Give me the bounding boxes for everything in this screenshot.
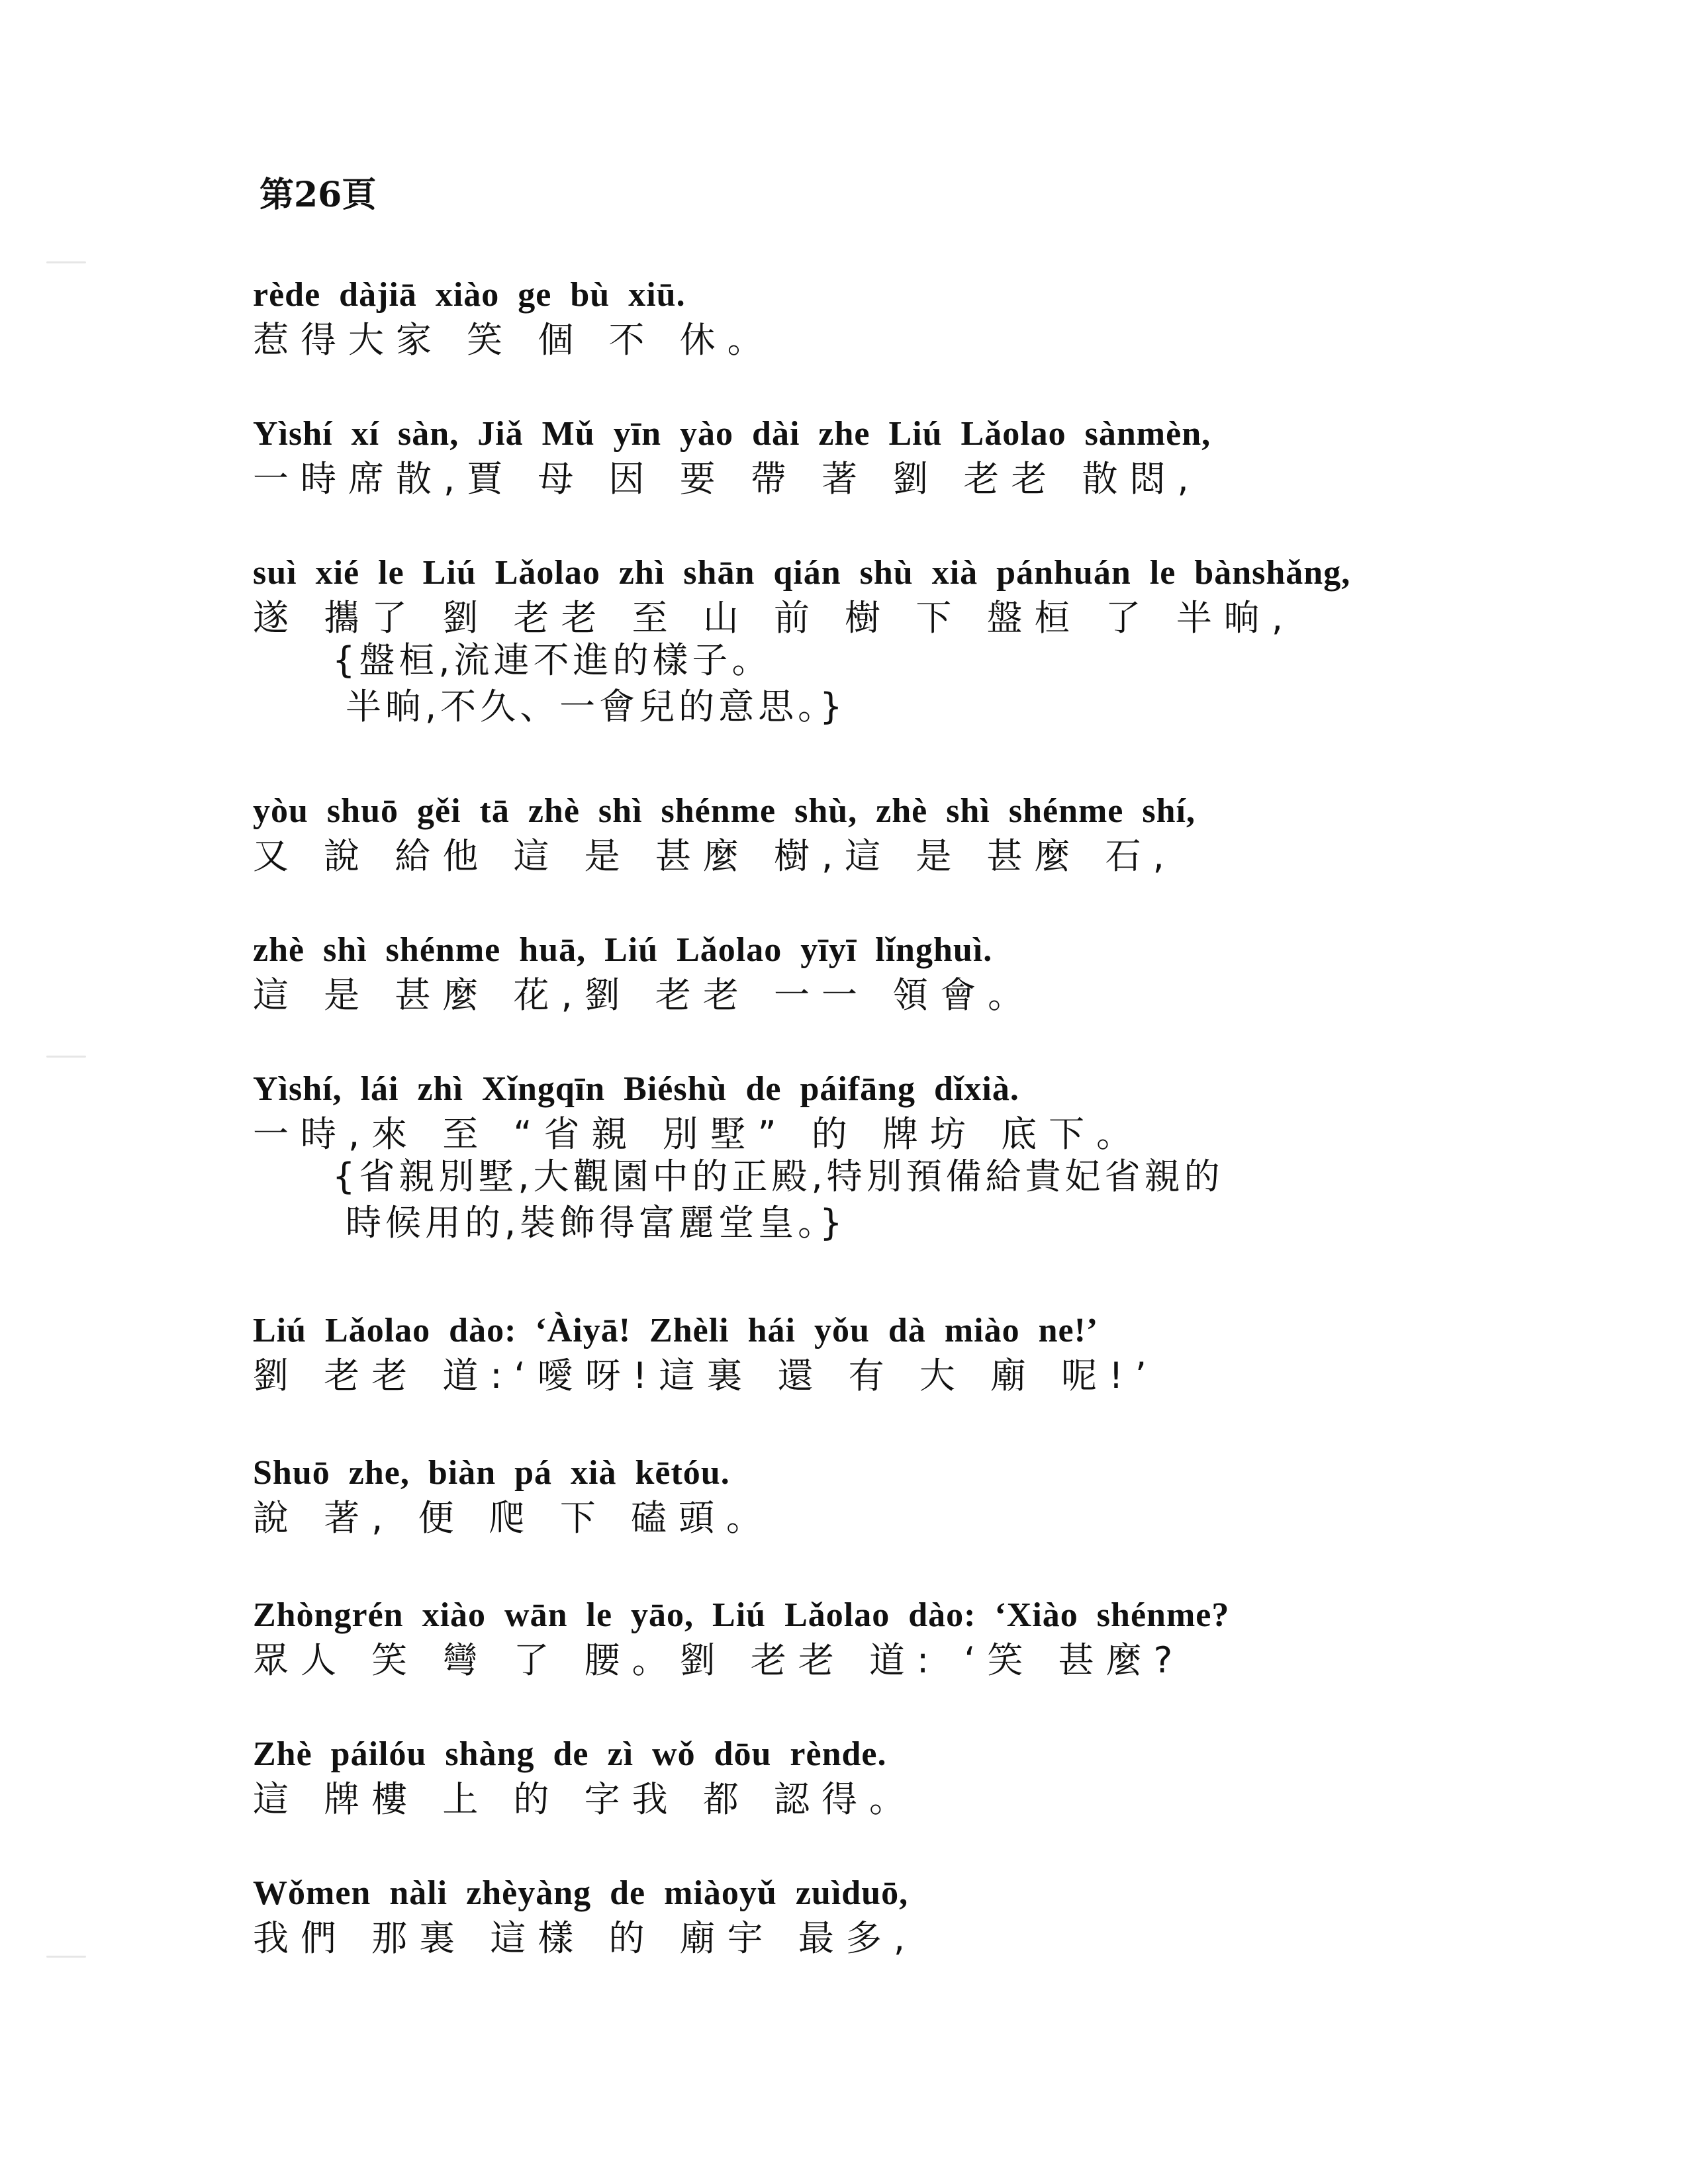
pinyin-line: yòu shuō gěi tā zhè shì shénme shù, zhè shì shénme shí, — [253, 792, 1196, 830]
annotation-note: {盤桓,流連不進的樣子。 — [332, 639, 772, 681]
pinyin-line: zhè shì shénme huā, Liú Lǎolao yīyī lǐnghuì. — [253, 931, 993, 969]
hanzi-line: 我們 那裏 這樣 的 廟宇 最多, — [253, 1917, 917, 1959]
hanzi-line: 眾人 笑 彎 了 腰。劉 老老 道: ‘笑 甚麼? — [253, 1639, 1185, 1681]
hanzi-line: 惹得大家 笑 個 不 休。 — [253, 319, 775, 361]
annotation-note: 時候用的,裝飾得富麗堂皇。} — [346, 1201, 847, 1244]
text-line-7 — [253, 1314, 1577, 1395]
scan-edge-mark — [46, 1056, 86, 1058]
pinyin-line: Yìshí, lái zhì Xǐngqīn Biéshù de páifāng dǐxià. — [253, 1070, 1019, 1108]
pinyin-line: Liú Lǎolao dào: ‘Àiyā! Zhèli hái yǒu dà miào ne!’ — [253, 1312, 1099, 1349]
pinyin-line: Wǒmen nàli zhèyàng de miàoyǔ zuìduō, — [253, 1874, 909, 1912]
hanzi-line: 遂 攜了 劉 老老 至 山 前 樹 下 盤桓 了 半晌, — [253, 597, 1295, 639]
pinyin-line: Zhòngrén xiào wān le yāo, Liú Lǎolao dào: ‘Xiào shénme? — [253, 1596, 1230, 1634]
pinyin-line: Yìshí xí sàn, Jiǎ Mǔ yīn yào dài zhe Liú Lǎolao sànmèn, — [253, 415, 1211, 453]
text-line-9 — [253, 1598, 1577, 1680]
hanzi-line: 這 牌樓 上 的 字我 都 認得。 — [253, 1778, 917, 1820]
text-line-10 — [253, 1737, 1577, 1819]
hanzi-line: 劉 老老 道:‘噯呀!這裏 還 有 大 廟 呢!’ — [253, 1355, 1158, 1396]
hanzi-line: 又 說 給他 這 是 甚麼 樹,這 是 甚麼 石, — [253, 835, 1176, 877]
pinyin-line: rède dàjiā xiào ge bù xiū. — [253, 276, 686, 314]
scan-edge-mark — [46, 261, 86, 263]
text-line-2 — [253, 417, 1577, 498]
text-line-8 — [253, 1456, 1577, 1537]
text-line-1 — [253, 278, 1577, 359]
pinyin-line: Shuō zhe, biàn pá xià kētóu. — [253, 1454, 730, 1492]
hanzi-line: 說 著, 便 爬 下 磕頭。 — [253, 1497, 774, 1539]
text-line-11 — [253, 1876, 1577, 1958]
hanzi-line: 一時席散,賈 母 因 要 帶 著 劉 老老 散悶, — [253, 458, 1201, 500]
pinyin-line: suì xié le Liú Lǎolao zhì shān qián shù xià pánhuán le bànshǎng, — [253, 554, 1351, 592]
page-number-header: 第26頁 — [259, 175, 377, 215]
hanzi-line: 一時,來 至 “省親 別墅” 的 牌坊 底下。 — [253, 1113, 1145, 1155]
text-line-5 — [253, 933, 1577, 1015]
text-line-3 — [253, 556, 1577, 730]
text-line-4 — [253, 794, 1577, 876]
pinyin-line: Zhè páilóu shàng de zì wǒ dōu rènde. — [253, 1735, 887, 1773]
text-line-6 — [253, 1072, 1577, 1246]
annotation-note: 半晌,不久、一會兒的意思。} — [346, 685, 847, 727]
scan-edge-mark — [46, 1956, 86, 1958]
hanzi-line: 這 是 甚麼 花,劉 老老 一一 領會。 — [253, 974, 1036, 1016]
annotation-note: {省親別墅,大觀園中的正殿,特別預備給貴妃省親的 — [332, 1155, 1224, 1197]
